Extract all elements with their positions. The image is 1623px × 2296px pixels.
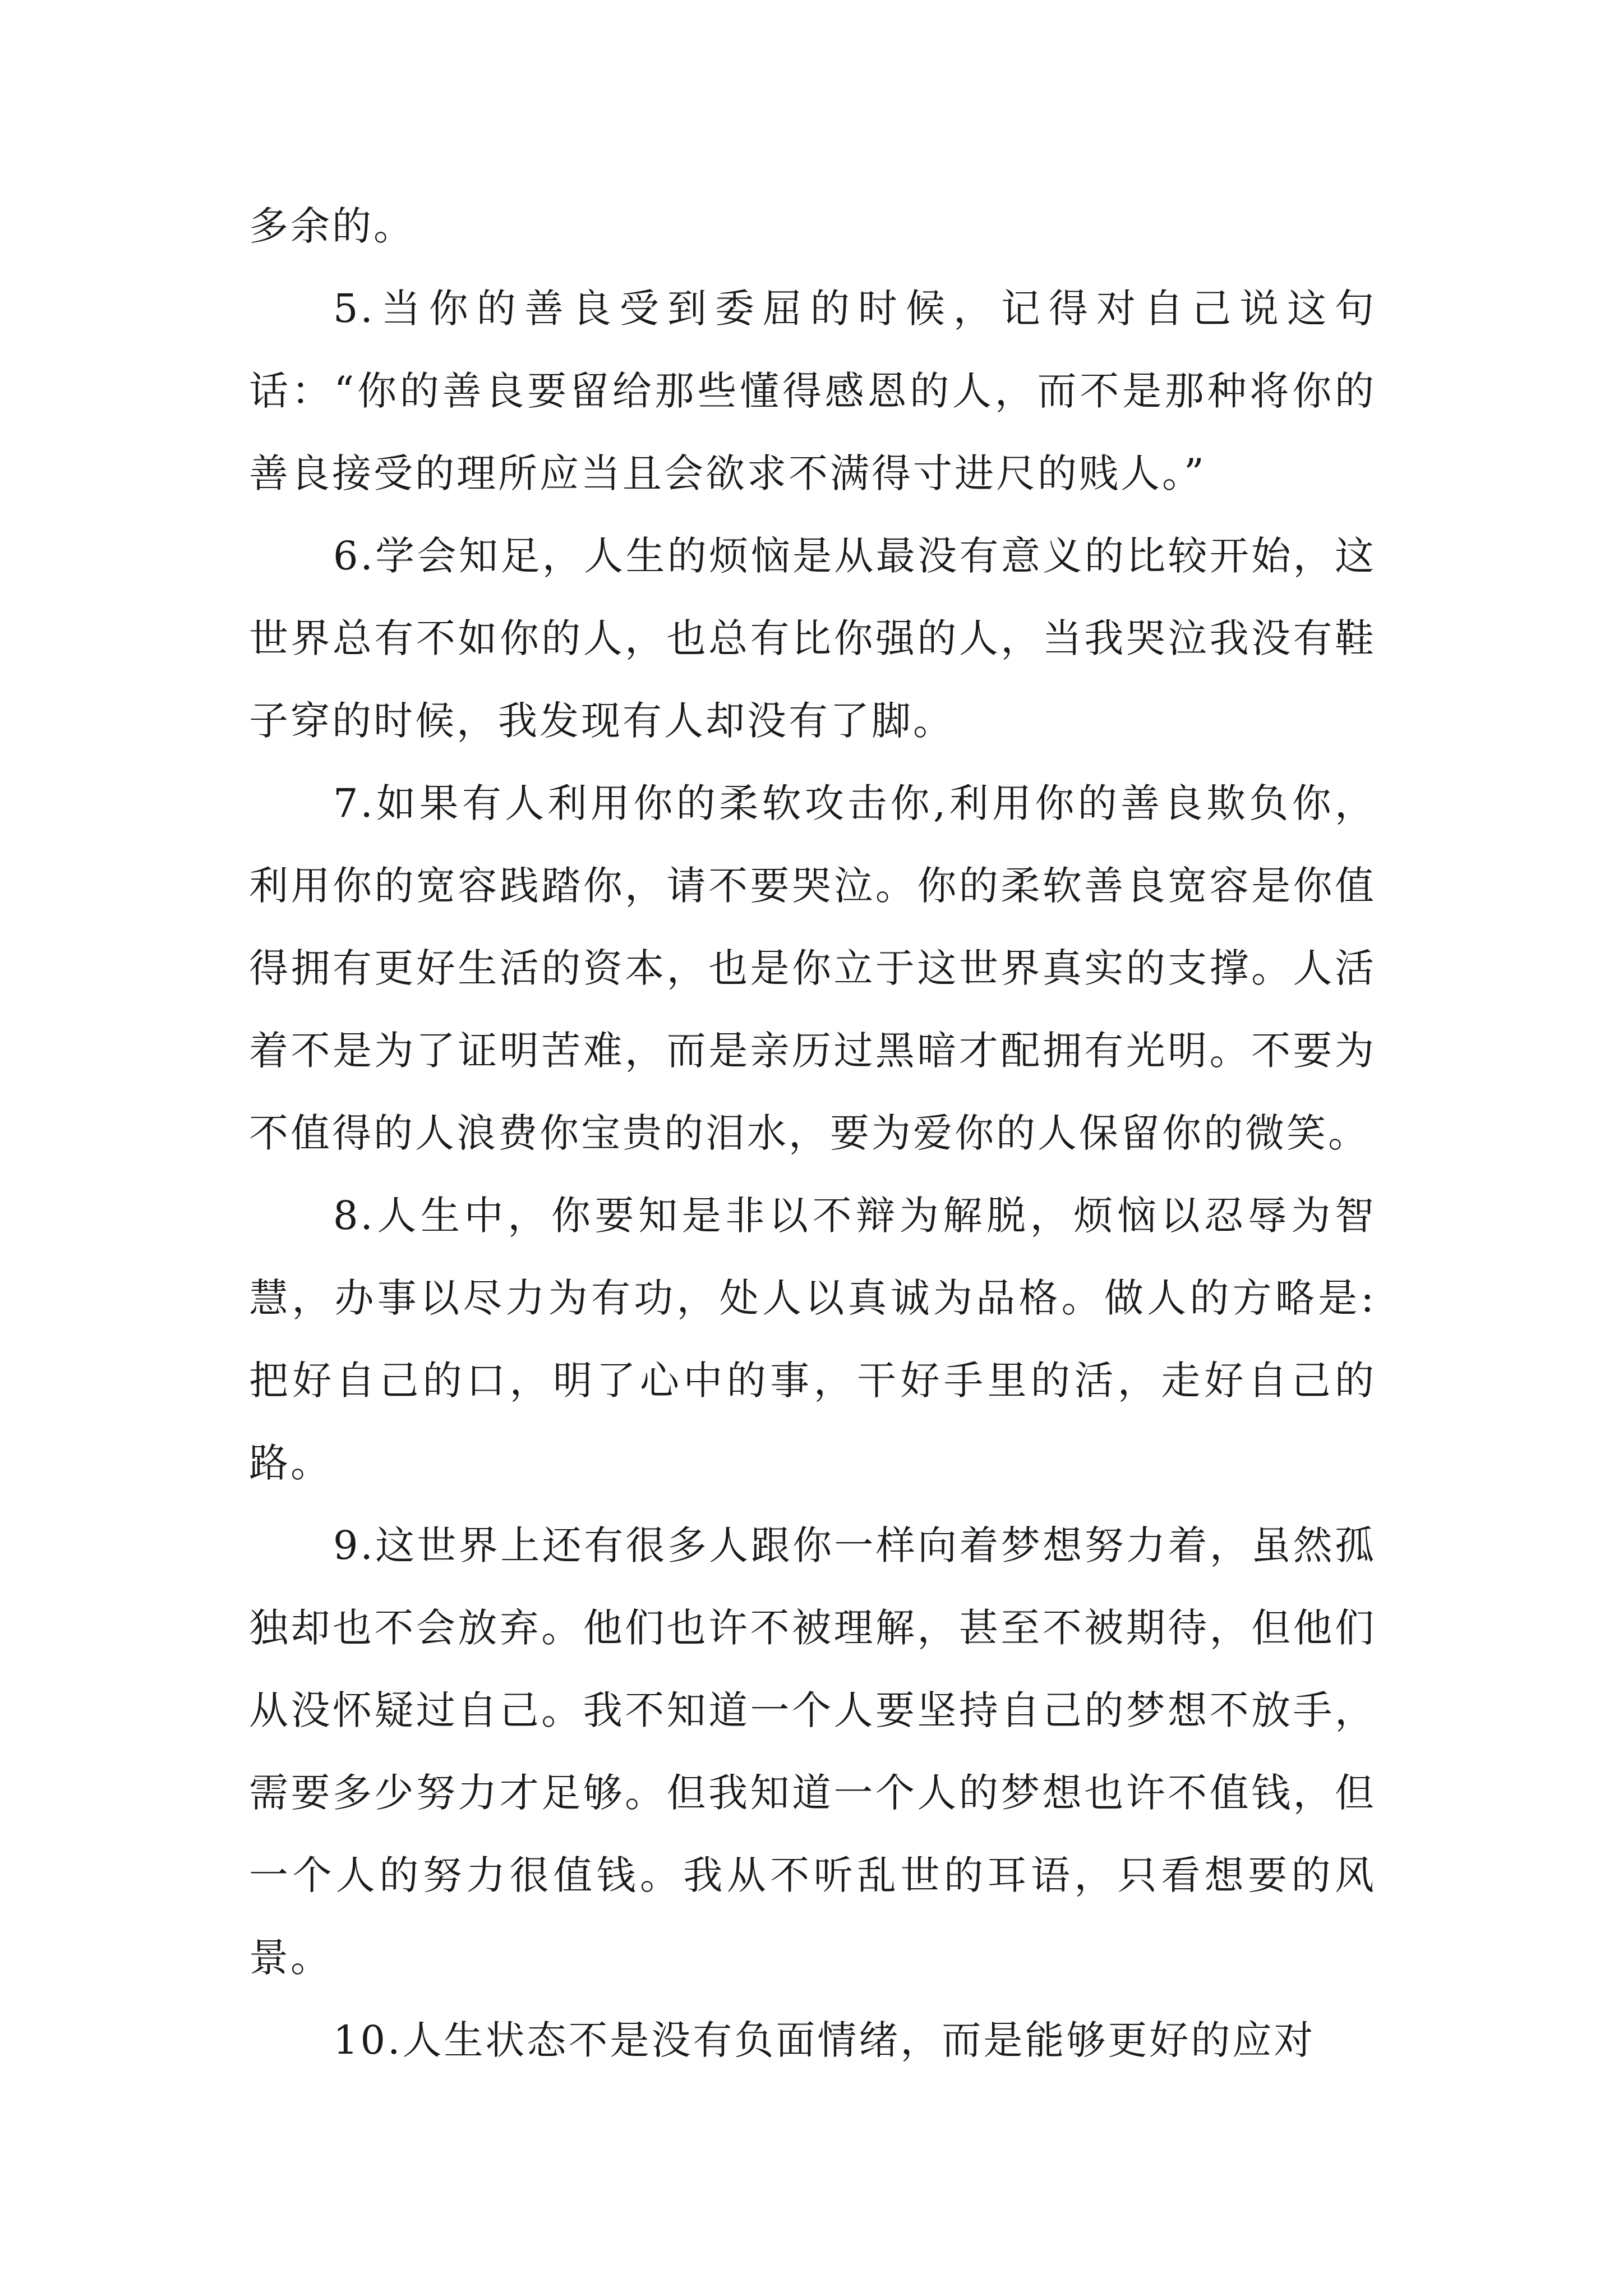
document-body (249, 185, 1376, 2082)
paragraph-item-5: 5.当你的善良受到委屈的时候，记得对自己说这句话：“你的善良要留给那些懂得感恩的人，而不是那种将你的善良接受的理所应当且会欲求不满得寸进尺的贱人。” (249, 286, 1376, 496)
paragraph-item-6: 6.学会知足，人生的烦恼是从最没有意义的比较开始，这世界总有不如你的人，也总有比你强的人，当我哭泣我没有鞋子穿的时候，我发现有人却没有了脚。 (249, 533, 1376, 744)
paragraph-item-10: 10.人生状态不是没有负面情绪，而是能够更好的应对 (333, 2017, 1316, 2063)
paragraph-continuation: 多余的。 (249, 203, 415, 249)
paragraph-item-7: 7.如果有人利用你的柔软攻击你,利用你的善良欺负你，利用你的宽容践踏你，请不要哭泣。你的柔软善良宽容是你值得拥有更好生活的资本，也是你立于这世界真实的支撑。人活着不是为了证明苦难，而是亲历过黑暗才配拥有光明。不要为不值得的人浪费你宝贵的泪水，要为爱你的人保留你的微笑。 (249, 780, 1376, 1156)
paragraph-item-8: 8.人生中，你要知是非以不辩为解脱，烦恼以忍辱为智慧，办事以尽力为有功，处人以真诚为品格。做人的方略是:把好自己的口，明了心中的事，干好手里的活，走好自己的路。 (249, 1193, 1376, 1486)
paragraph-item-9: 9.这世界上还有很多人跟你一样向着梦想努力着，虽然孤独却也不会放弃。他们也许不被理解，甚至不被期待，但他们从没怀疑过自己。我不知道一个人要坚持自己的梦想不放手，需要多少努力才足够。但我知道一个人的梦想也许不值钱，但一个人的努力很值钱。我从不听乱世的耳语，只看想要的风景。 (249, 1522, 1376, 1981)
